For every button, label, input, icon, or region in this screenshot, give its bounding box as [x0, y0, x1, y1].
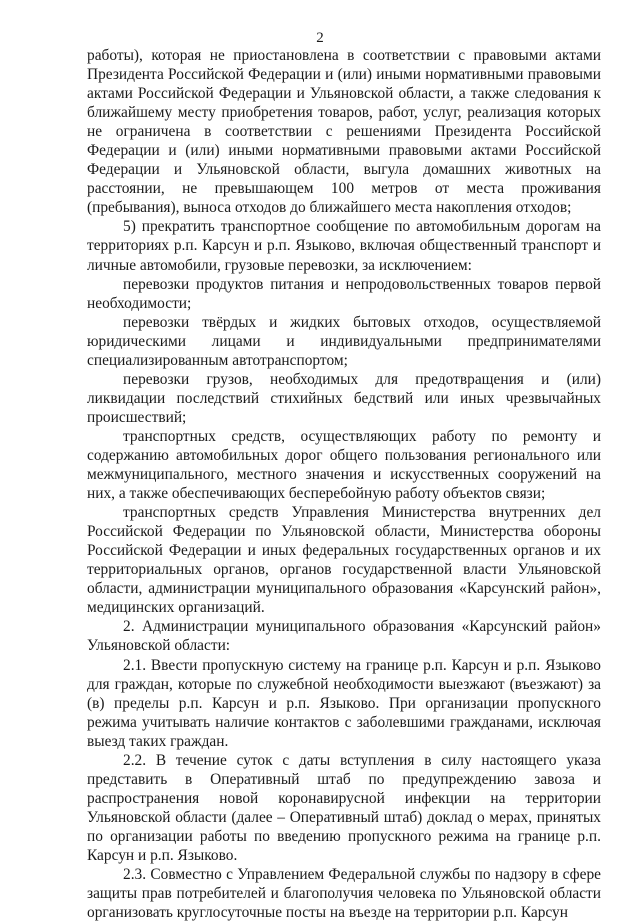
paragraph-section-2-2: 2.2. В течение суток с даты вступления в силу настоящего указа представить в Оперативный штаб по предупреждению завоза и распространения новой коронавирусной инфекции на территории Ульяновской области (далее – Оперативный штаб) доклад о мерах, принятых по организации работы по введению пропускного режима на границе р.п. Карсун и р.п. Языково.	[87, 751, 601, 864]
paragraph-exception-food: перевозки продуктов питания и непродовольственных товаров первой необходимости;	[87, 275, 601, 312]
paragraph-continuation: работы), которая не приостановлена в соответствии с правовыми актами Президента Российской Федерации и (или) иными нормативными правовыми актами Российской Федерации и Ульяновской области, а также следования к ближайшему месту приобретения товаров, работ, услуг, реализация которых не ограничена в соответствии с решениями Президента Российской Федерации и (или) иными нормативными правовыми актами Российской Федерации и Ульяновской области, выгула домашних животных на расстоянии, не превышающем 100 метров от места проживания (пребывания), выноса отходов до ближайшего места накопления отходов;	[87, 47, 601, 217]
paragraph-exception-road-repair: транспортных средств, осуществляющих работу по ремонту и содержанию автомобильных дорог общего пользования регионального или межмуниципального, местного значения и искусственных сооружений на них, а также обеспечивающих бесперебойную работу объектов связи;	[87, 427, 601, 503]
paragraph-section-2-1: 2.1. Ввести пропускную систему на границе р.п. Карсун и р.п. Языково для граждан, которые по служебной необходимости выезжают (въезжают) за (в) пределы р.п. Карсун и р.п. Языково. При организации пропускного режима учитывать наличие контактов с заболевшими гражданами, исключая выезд таких граждан.	[87, 656, 601, 750]
paragraph-exception-waste: перевозки твёрдых и жидких бытовых отходов, осуществляемой юридическими лицами и индивидуальными предпринимателями специализированным автотранспортом;	[87, 313, 601, 369]
paragraph-section-2: 2. Администрации муниципального образования «Карсунский район» Ульяновской области:	[87, 618, 601, 655]
paragraph-section-2-3: 2.3. Совместно с Управлением Федеральной службы по надзору в сфере защиты прав потребителей и благополучия человека по Ульяновской области организовать круглосуточные посты на въезде на территории р.п. Карсун	[87, 866, 601, 922]
document-body	[87, 46, 601, 922]
page-number: 2	[316, 30, 324, 46]
paragraph-exception-government: транспортных средств Управления Министерства внутренних дел Российской Федерации по Ульяновской области, Министерства обороны Российской Федерации и иных федеральных государственных органов и их территориальных органов, органов государственной власти Ульяновской области, администрации муниципального образования «Карсунский район», медицинских организаций.	[87, 504, 601, 617]
paragraph-item-5: 5) прекратить транспортное сообщение по автомобильным дорогам на территориях р.п. Карсун и р.п. Языково, включая общественный транспорт и личные автомобили, грузовые перевозки, за исключением:	[87, 218, 601, 274]
paragraph-exception-emergency: перевозки грузов, необходимых для предотвращения и (или) ликвидации последствий стихийных бедствий или иных чрезвычайных происшествий;	[87, 370, 601, 426]
